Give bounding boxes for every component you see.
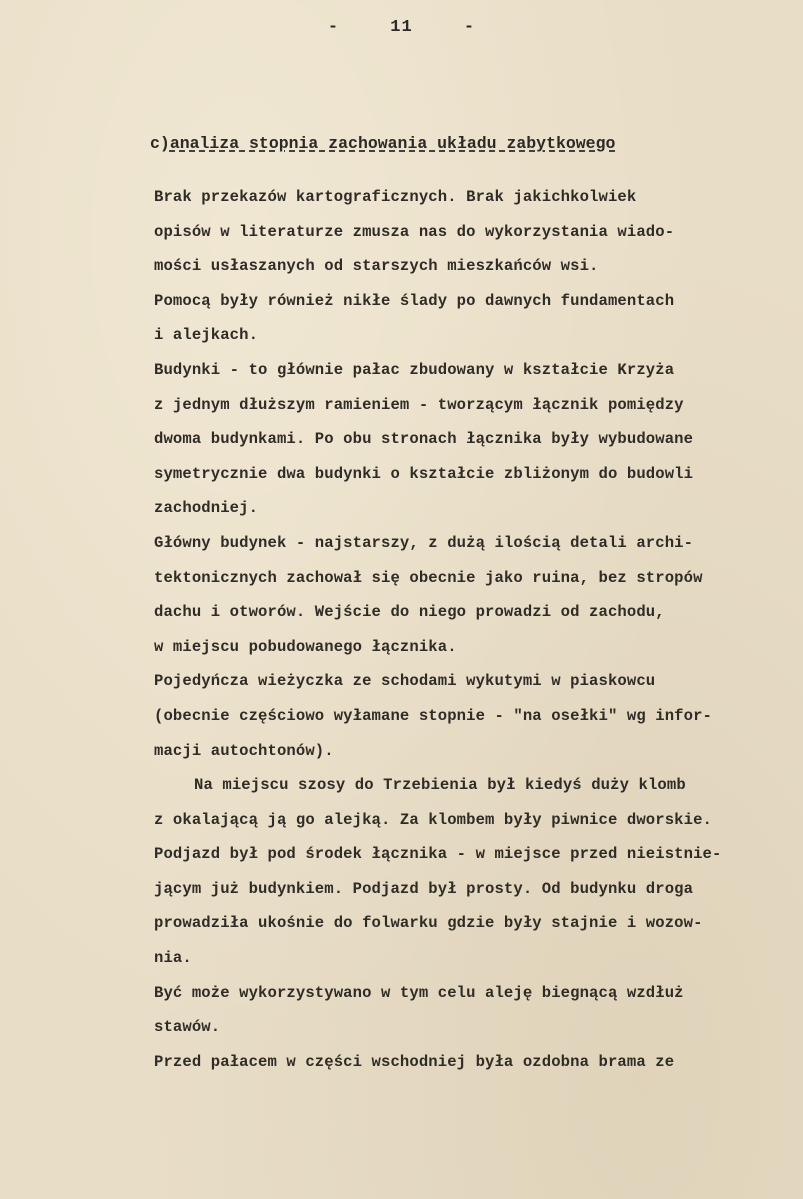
text-line: Przed pałacem w części wschodniej była ozdobna brama ze <box>154 1052 675 1071</box>
text-line: Brak przekazów kartograficznych. Brak jakichkolwiek <box>154 188 637 206</box>
text-line: Być może wykorzystywano w tym celu aleję biegnącą wzdłuż <box>154 983 684 1002</box>
text-line: stawów. <box>154 1018 221 1037</box>
section-heading <box>150 134 615 153</box>
text-line: zachodniej. <box>154 499 259 518</box>
text-line: symetrycznie dwa budynki o kształcie zbliżonym do budowli <box>154 464 694 483</box>
section-title: analiza stopnia zachowania układu zabytkowego <box>169 134 616 153</box>
text-line: dwoma budynkami. Po obu stronach łącznika były wybudowane <box>154 430 694 449</box>
text-line: Podjazd był pod środek łącznika - w miejsce przed nieistnie- <box>154 845 722 864</box>
header-dash-left: - <box>327 18 340 37</box>
text-line: z okalającą ją go alejką. Za klombem były piwnice dworskie. <box>154 810 713 829</box>
text-line: prowadziła ukośnie do folwarku gdzie były stajnie i wozow- <box>154 914 703 933</box>
text-line: nia. <box>154 949 192 968</box>
text-line: z jednym dłuższym ramieniem - tworzącym łącznik pomiędzy <box>154 395 684 414</box>
text-line: Budynki - to głównie pałac zbudowany w kształcie Krzyża <box>154 360 675 379</box>
header-dash-right: - <box>463 18 476 37</box>
text-line: w miejscu pobudowanego łącznika. <box>154 637 457 656</box>
text-line: Pojedyńcza wieżyczka ze schodami wykutymi w piaskowcu <box>154 672 656 691</box>
section-prefix: c) <box>150 134 170 153</box>
text-line: dachu i otworów. Wejście do niego prowadzi od zachodu, <box>154 603 665 622</box>
text-line: mości usłaszanych od starszych mieszkańców wsi. <box>154 257 599 276</box>
text-line: Na miejscu szosy do Trzebienia był kiedyś duży klomb <box>194 776 686 795</box>
text-line: Główny budynek - najstarszy, z dużą ilością detali archi- <box>154 533 694 552</box>
text-line: opisów w literaturze zmusza nas do wykorzystania wiado- <box>154 222 675 241</box>
text-line: (obecnie częściowo wyłamane stopnie - "na osełki" wg infor- <box>154 706 713 725</box>
text-line: jącym już budynkiem. Podjazd był prosty. Od budynku droga <box>154 879 694 898</box>
text-line: Pomocą były również nikłe ślady po dawnych fundamentach <box>154 291 675 310</box>
page-number: 11 <box>390 18 413 37</box>
body-text <box>154 180 794 1079</box>
page-header <box>0 18 803 37</box>
text-line: i alejkach. <box>154 326 259 345</box>
text-line: macji autochtonów). <box>154 741 334 760</box>
text-line: tektonicznych zachował się obecnie jako ruina, bez stropów <box>154 568 703 587</box>
